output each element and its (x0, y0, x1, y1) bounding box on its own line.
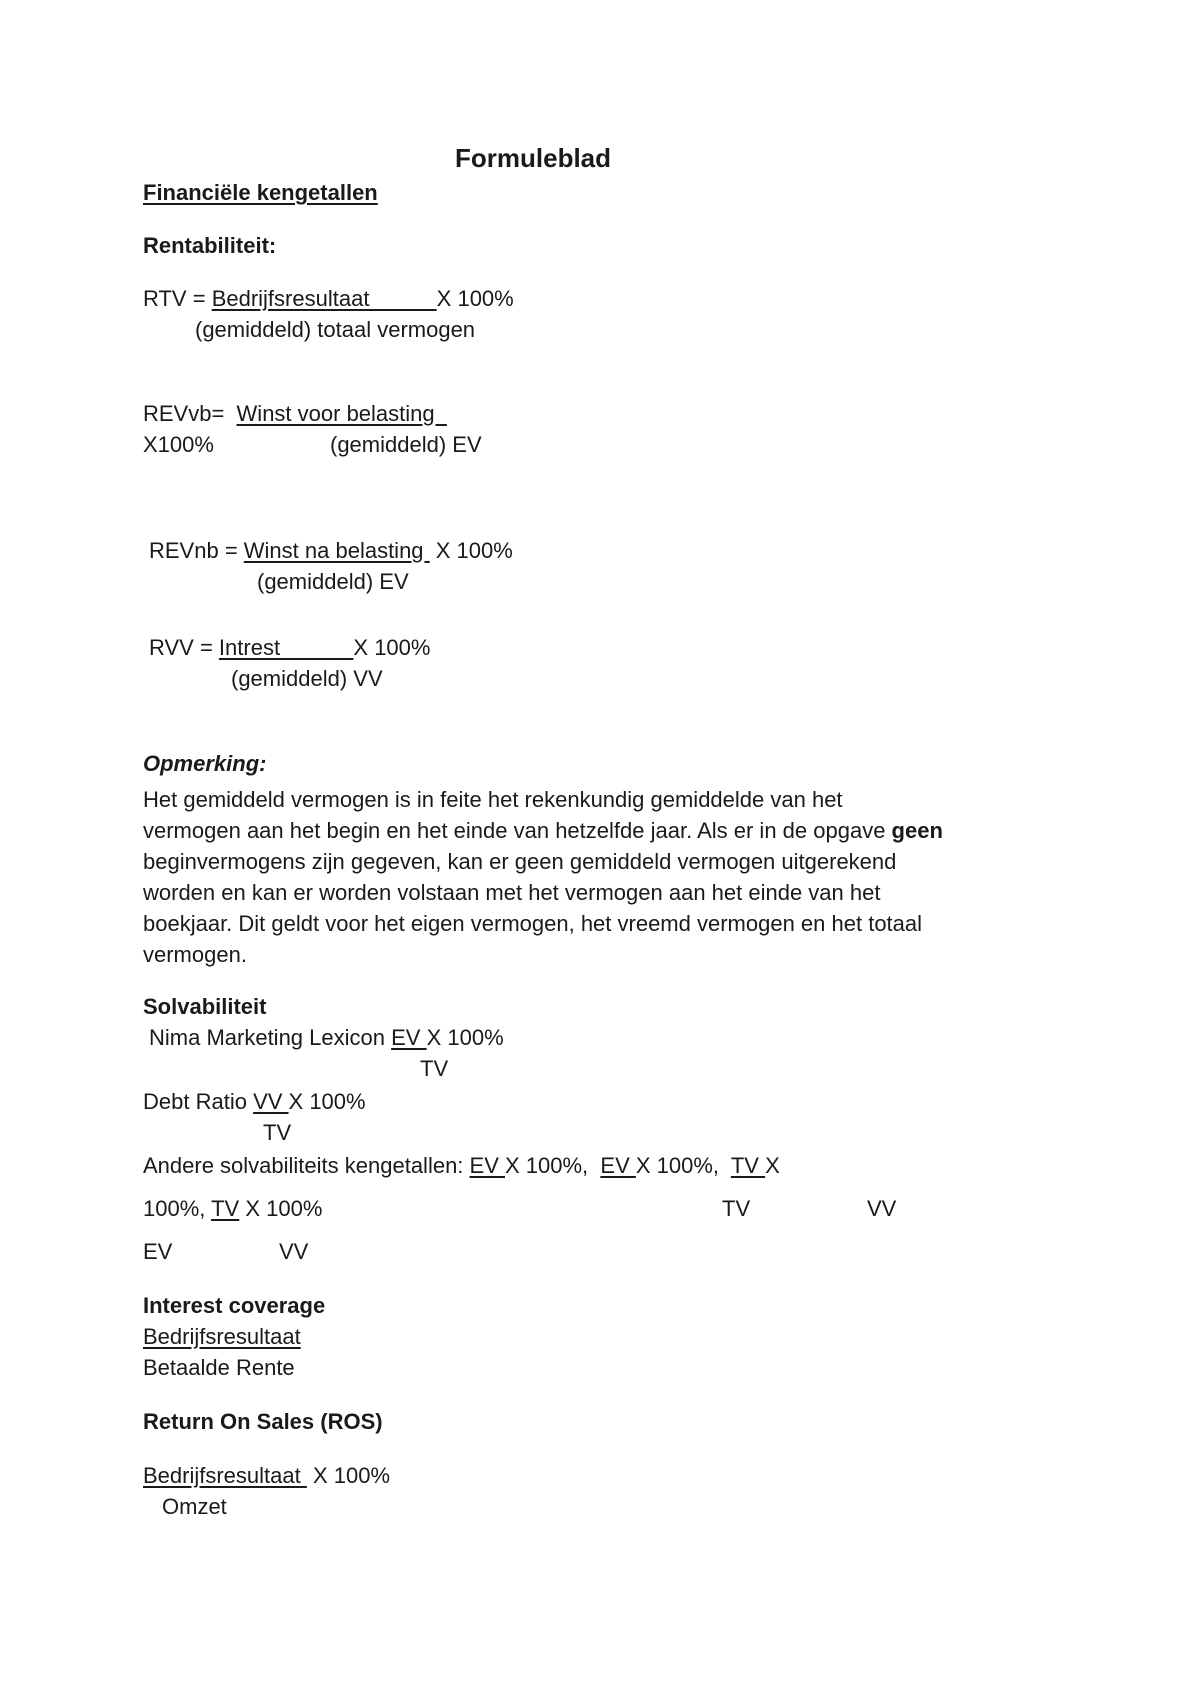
debt-ratio-numerator: VV (253, 1089, 289, 1114)
interest-coverage-numerator: Bedrijfsresultaat (143, 1324, 301, 1349)
ros-heading: Return On Sales (ROS) (143, 1409, 383, 1434)
section-heading: Financiële kengetallen (143, 180, 378, 205)
ros-formula: Bedrijfsresultaat X 100% (143, 1463, 391, 1488)
revnb-denominator: (gemiddeld) EV (257, 569, 409, 594)
rtv-numerator: Bedrijfsresultaat (211, 286, 437, 311)
andere-denominator-4: VV (279, 1239, 309, 1264)
rentabiliteit-heading: Rentabiliteit: (143, 233, 277, 258)
page-title: Formuleblad (455, 143, 612, 173)
rtv-formula: RTV = Bedrijfsresultaat X 100% (143, 286, 514, 311)
andere-denominator-2: VV (867, 1196, 897, 1221)
nima-denominator: TV (420, 1056, 449, 1081)
andere-denominator-1: TV (722, 1196, 751, 1221)
revvb-x100: X100% (143, 432, 214, 457)
opmerking-heading: Opmerking: (143, 751, 267, 776)
opmerking-bold-word: geen (891, 818, 943, 843)
ros-denominator: Omzet (162, 1494, 227, 1519)
rvv-numerator: Intrest (218, 635, 354, 660)
interest-coverage-denominator: Betaalde Rente (143, 1355, 295, 1380)
solvabiliteit-heading: Solvabiliteit (143, 994, 267, 1019)
nima-numerator: EV (391, 1025, 427, 1050)
revvb-denominator: (gemiddeld) EV (330, 432, 482, 457)
debt-ratio-formula: Debt Ratio VV X 100% (143, 1089, 366, 1114)
rvv-denominator: (gemiddeld) VV (231, 666, 383, 691)
opmerking-paragraph: Het gemiddeld vermogen is in feite het rekenkundig gemiddelde van het vermogen aan het begin en het einde van hetzelfde jaar. Als er in de opgave geen beginvermogens zijn gegeven, kan er geen gemiddeld vermogen uitgerekend worden en kan er worden volstaan met het vermogen aan het einde van het boekjaar. Dit geldt voor het eigen vermogen, het vreemd vermogen en het totaal vermogen. (143, 787, 943, 967)
revnb-numerator: Winst na belasting (243, 538, 430, 563)
andere-denominator-3: EV (143, 1239, 173, 1264)
revnb-formula: REVnb = Winst na belasting X 100% (149, 538, 513, 563)
nima-formula: Nima Marketing Lexicon EV X 100% (149, 1025, 504, 1050)
revvb-numerator: Winst voor belasting (236, 401, 447, 426)
revvb-formula: REVvb= Winst voor belasting (143, 401, 447, 426)
andere-kengetallen-line2: 100%, TV X 100% (143, 1196, 323, 1221)
ros-numerator: Bedrijfsresultaat (143, 1463, 307, 1488)
debt-ratio-denominator: TV (263, 1120, 292, 1145)
rtv-denominator: (gemiddeld) totaal vermogen (195, 317, 476, 342)
interest-coverage-heading: Interest coverage (143, 1293, 326, 1318)
andere-kengetallen-line1: Andere solvabiliteits kengetallen: EV X 100%, EV X 100%, TV X (143, 1153, 780, 1178)
rvv-formula: RVV = Intrest X 100% (149, 635, 431, 660)
